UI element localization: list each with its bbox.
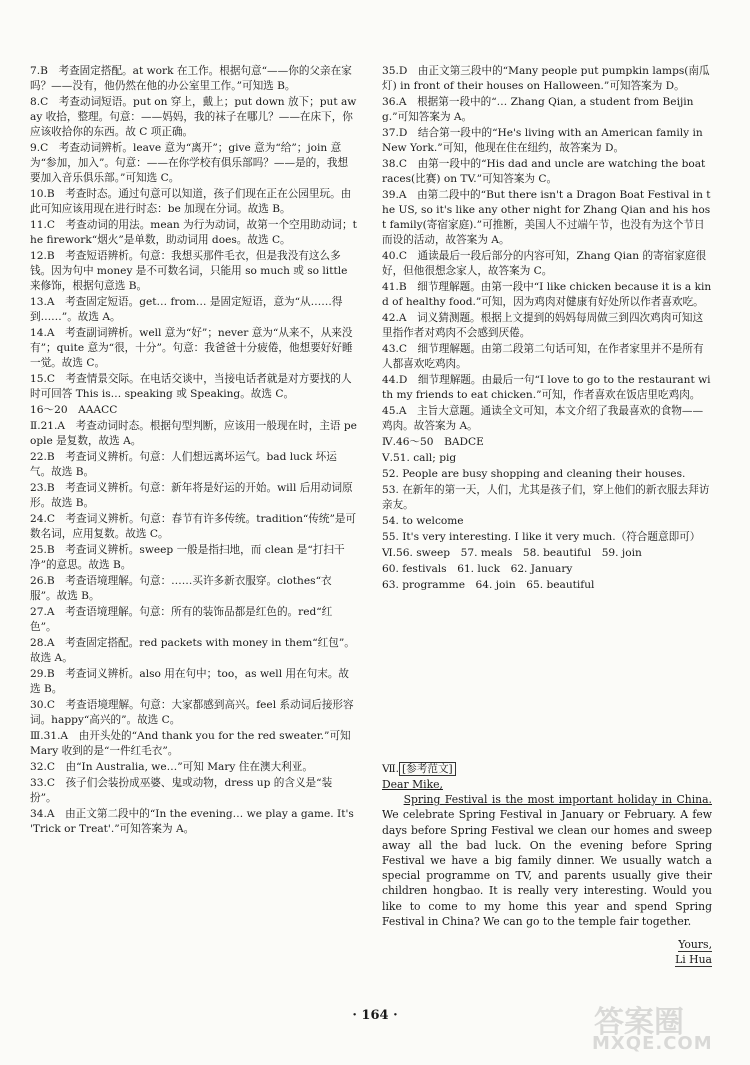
answer-entry: 8.C 考查动词短语。put on 穿上，戴上；put down 放下；put away 收拾，整理。句意：——妈妈，我的袜子在哪儿？——在床下，你应该收拾你的东西。故 C 项正确。 [30, 96, 357, 138]
answer-entry: 27.A 考查语境理解。句意：所有的装饰品都是红色的。red“红色”。 [30, 606, 333, 633]
essay-section-title: [参考范文] [399, 762, 456, 776]
model-essay [382, 762, 712, 967]
answer-entry: 15.C 考查情景交际。在电话交谈中，当接电话者就是对方要找的人时可回答 This is… speaking 或 Speaking。故选 C。 [30, 373, 352, 400]
answer-entry: 34.A 由正文第二段中的“In the evening… we play a game. It's 'Trick or Treat'.”可知答案为 A。 [30, 808, 354, 835]
watermark-logo [584, 997, 724, 1055]
answer-entry: 33.C 孩子们会装扮成巫婆、鬼或动物，dress up 的含义是“装扮”。 [30, 777, 333, 804]
answer-entry: 24.C 考查词义辨析。句意：春节有许多传统。tradition“传统”是可数名词，应用复数。故选 C。 [30, 513, 357, 540]
answer-entry: 52. People are busy shopping and cleaning their houses. [382, 468, 686, 480]
watermark-text: 答案圈 [594, 1005, 684, 1040]
left-column [30, 64, 358, 838]
answer-entry: 29.B 考查词义辨析。also 用在句中；too，as well 用在句末。故选 B。 [30, 668, 350, 695]
answer-entry: 41.B 细节理解题。由第一段中“I like chicken because it is a kind of healthy food.”可知，因为鸡肉对健康有好处所以作者喜欢吃。 [382, 281, 712, 308]
answer-entry: 40.C 通读最后一段后部分的内容可知，Zhang Qian 的寄宿家庭很好，但他很想念家人，故答案为 C。 [382, 250, 707, 277]
answer-entry: 26.B 考查语境理解。句意：……买许多新衣服穿。clothes“衣服”。故选 B。 [30, 575, 332, 602]
answer-entry: Ⅳ.46～50 BADCE [382, 436, 484, 448]
answer-entry: 32.C 由“In Australia, we…”可知 Mary 住在澳大利亚。 [30, 761, 313, 773]
essay-opening: Spring Festival is the most important holiday in China. [403, 793, 712, 807]
answer-entry: 28.A 考查固定搭配。red packets with money in them“红包”。故选 A。 [30, 637, 355, 664]
answer-entry: 13.A 考查固定短语。get… from… 是固定短语，意为“从……得到……”。故选 A。 [30, 296, 343, 323]
answer-entry: 16～20 AAACC [30, 404, 118, 416]
answer-entry: 39.A 由第二段中的“But there isn't a Dragon Boat Festival in the US, so it's like any other night for Zhang Qian and his host family(寄宿家庭).”可推断，美国人不过端午节，也没有为这个节日而设的活动，故答案为 A。 [382, 189, 711, 246]
answer-entry: Ⅴ.51. call; pig [382, 452, 457, 464]
essay-salutation: Dear Mike, [382, 778, 443, 791]
answer-entry: 38.C 由第一段中的“His dad and uncle are watching the boat races(比赛) on TV.”可知答案为 C。 [382, 158, 706, 185]
answer-entry: 60. festivals 61. luck 62. January [382, 563, 573, 575]
right-column [382, 64, 712, 594]
answer-entry: 42.A 词义猜测题。根据上文提到的妈妈每周做三到四次鸡肉可知这里指作者对鸡肉不会感到厌倦。 [382, 312, 704, 339]
answer-entry: Ⅲ.31.A 由开头处的“And thank you for the red sweater.”可知 Mary 收到的是“一件红毛衣”。 [30, 730, 351, 757]
answer-entry: 36.A 根据第一段中的“… Zhang Qian, a student from Beijing.”可知答案为 A。 [382, 96, 694, 123]
answer-entry: 43.C 细节理解题。由第二段第二句话可知，在作者家里并不是所有人都喜欢吃鸡肉。 [382, 343, 704, 370]
essay-body [382, 792, 712, 929]
answer-entry: 12.B 考查短语辨析。句意：我想买那件毛衣，但是我没有这么多钱。因为句中 money 是不可数名词，只能用 so much 或 so little 来修饰，根据句意选 B。 [30, 250, 348, 292]
answer-entry: 44.D 细节理解题。由最后一句“I love to go to the restaurant with my friends to eat chicken.”可知，作者喜欢在饭店里吃鸡肉。 [382, 374, 711, 401]
answer-entry: 35.D 由正文第三段中的“Many people put pumpkin lamps(南瓜灯) in front of their houses on Halloween.”可知答案为 D。 [382, 65, 710, 92]
answer-entry: 22.B 考查词义辨析。句意：人们想远离坏运气。bad luck 坏运气。故选 B。 [30, 451, 337, 478]
answer-entry: 45.A 主旨大意题。通读全文可知，本文介绍了我最喜欢的食物——鸡肉。故答案为 A。 [382, 405, 704, 432]
answer-entry: 11.C 考查动词的用法。mean 为行为动词，故第一个空用助动词；the firework“烟火”是单数，助动词用 does。故选 C。 [30, 219, 357, 246]
essay-closing: Yours, [678, 938, 712, 952]
answer-entry: 53. 在新年的第一天，人们，尤其是孩子们，穿上他们的新衣服去拜访亲友。 [382, 484, 710, 511]
essay-section-label: Ⅶ. [382, 763, 400, 775]
answer-entry: 30.C 考查语境理解。句意：大家都感到高兴。feel 系动词后接形容词。happy“高兴的”。故选 C。 [30, 699, 354, 726]
answer-entry: 25.B 考查词义辨析。sweep 一般是指扫地，而 clean 是“打扫干净”的意思。故选 B。 [30, 544, 345, 571]
page-number: · 164 · [352, 1008, 398, 1023]
answer-entry: 14.A 考查副词辨析。well 意为“好”；never 意为“从来不，从来没有”；quite 意为“很，十分”。句意：我爸爸十分疲倦，他想要好好睡一觉。故选 C。 [30, 327, 353, 369]
answer-entry: Ⅱ.21.A 考查动词时态。根据句型判断，应该用一般现在时，主语 people 是复数，故选 A。 [30, 420, 357, 447]
answer-entry: 23.B 考查词义辨析。句意：新年将是好运的开始。will 后用动词原形。故选 B。 [30, 482, 353, 509]
essay-signature: Li Hua [675, 953, 712, 967]
essay-section-header [382, 762, 712, 777]
essay-body-text: We celebrate Spring Festival in January or February. A few days before Spring Festival we clean our homes and sweep away all the bad luck. On the evening before Spring Festival we have a big family dinner. We usually watch a special programme on TV, and parents usually give their children hongbao. It is really very interesting. Would you like to come to my home this year and spend Spring Festival in China? We can go to the temple fair together. [382, 808, 712, 928]
answer-entry: Ⅵ.56. sweep 57. meals 58. beautiful 59. join [382, 547, 642, 559]
answer-entry: 63. programme 64. join 65. beautiful [382, 579, 595, 591]
answer-entry: 37.D 结合第一段中的“He's living with an American family in New York.”可知，他现在住在纽约，故答案为 D。 [382, 127, 703, 154]
answer-entry: 10.B 考查时态。通过句意可以知道，孩子们现在正在公园里玩。由此可知应该用现在进行时态：be 加现在分词。故选 B。 [30, 188, 352, 215]
answer-entry: 9.C 考查动词辨析。leave 意为“离开”；give 意为“给”；join 意为“参加，加入”。句意：——在你学校有俱乐部吗？——是的，我想要加入音乐俱乐部。”可知选 C。 [30, 142, 349, 184]
answer-entry: 55. It's very interesting. I like it very much.（符合题意即可） [382, 531, 701, 543]
answer-entry: 7.B 考查固定搭配。at work 在工作。根据句意“——你的父亲在家吗？——没有，他仍然在他的办公室里工作。”可知选 B。 [30, 65, 352, 92]
watermark-url: MXQE.COM [592, 1033, 713, 1054]
answer-entry: 54. to welcome [382, 515, 464, 527]
